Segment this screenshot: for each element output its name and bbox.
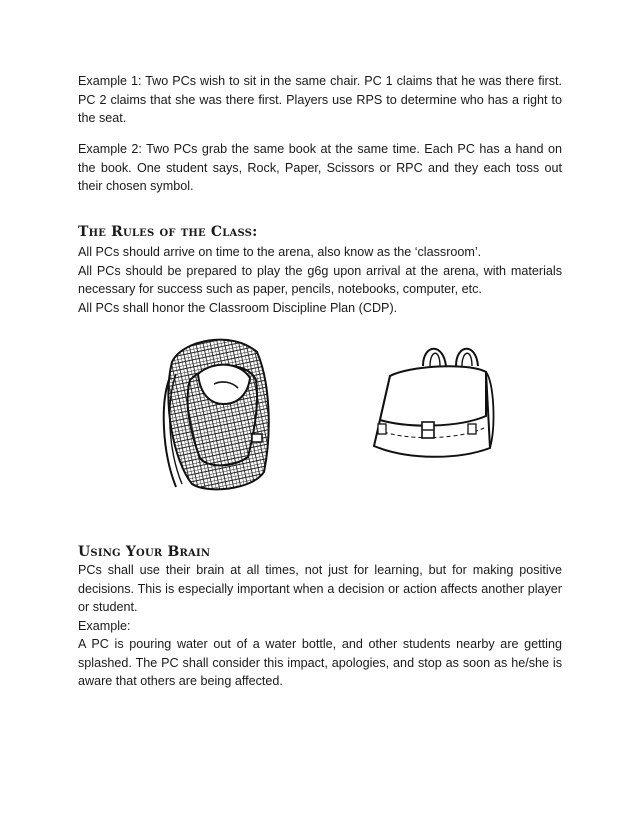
rule-arrive-on-time: All PCs should arrive on time to the arena, also know as the ‘classroom’. (78, 245, 482, 259)
example-2-paragraph: Example 2: Two PCs grab the same book at the same time. Each PC has a hand on the book. One student says, Rock, Paper, Scissors or RPC and they each toss out their chosen symbol. (78, 142, 562, 193)
rules-heading: The Rules of the Class: (78, 224, 258, 240)
rule-be-prepared: All PCs should be prepared to play the g6g upon arrival at the arena, with materials necessary for success such as paper, pencils, notebooks, computer, etc. (78, 263, 562, 296)
example-1-paragraph: Example 1: Two PCs wish to sit in the same chair. PC 1 claims that he was there first. PC 2 claims that she was there first. Players use RPS to determine who has a right to the seat. (78, 74, 562, 125)
brain-heading: Using Your Brain (78, 544, 211, 560)
brain-text: PCs shall use their brain at all times, not just for learning, but for making positive decisions. This is especially important when a decision or action affects another player or student. (78, 563, 562, 614)
example-label: Example: (78, 618, 131, 633)
brain-paragraph (78, 561, 562, 691)
rule-honor-cdp: All PCs shall honor the Classroom Discipline Plan (CDP). (78, 300, 398, 315)
rules-list (78, 243, 562, 317)
messenger-bag-illustration (368, 336, 498, 466)
plaid-backpack-illustration (152, 322, 282, 497)
brain-example-text: A PC is pouring water out of a water bottle, and other students nearby are getting splashed. The PC shall consider this impact, apologies, and stop as soon as he/she is aware that others are being affected. (78, 637, 562, 688)
